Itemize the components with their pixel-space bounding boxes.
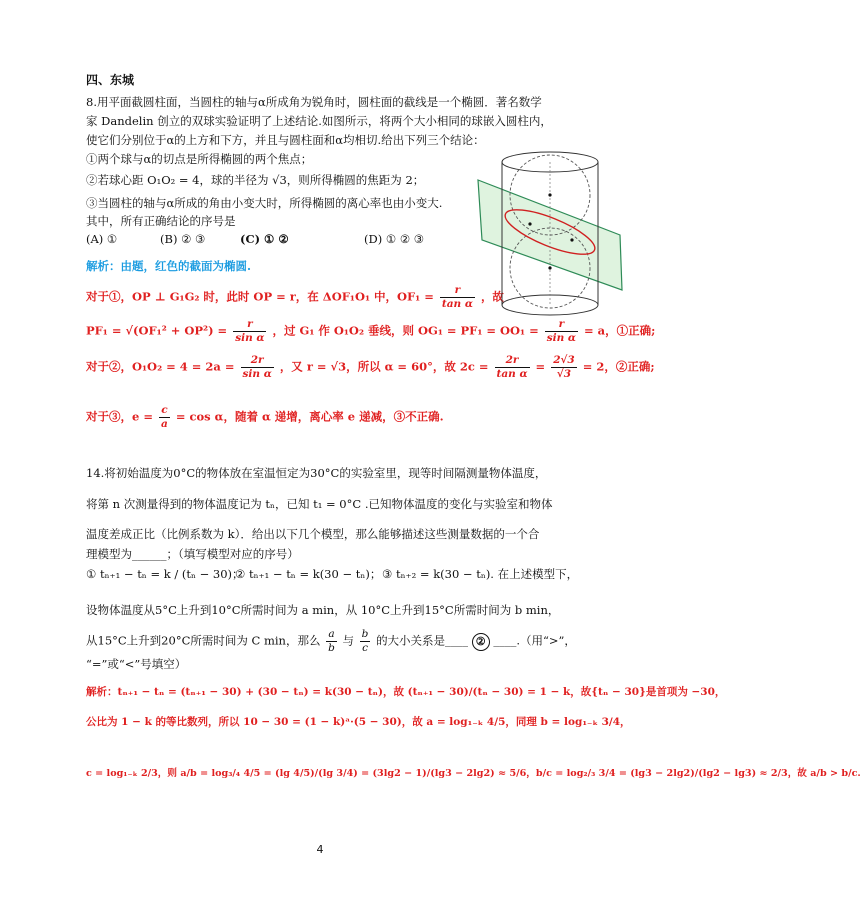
q14-answer-mark: ② [472,633,490,651]
q14-stem-line-7: “=”或“<”号填空） [86,657,187,671]
q8-conclusion-3: ③当圆柱的轴与α所成的角由小变大时，所得椭圆的离心率也由小变大. [86,196,443,210]
dandelin-spheres-figure [470,140,630,325]
q8-option-a: (A) ① [86,232,118,246]
q8-option-d: (D) ① ② ③ [364,232,425,246]
focus-f1-point [528,222,531,225]
q8-conclusion-2: ②若球心距 O₁O₂ = 4，球的半径为 √3，则所得椭圆的焦距为 2； [86,173,425,187]
fraction-denominator: sin α [235,332,265,344]
q8-sol3-fraction-2 [495,354,530,381]
q8-sol3-fraction-3 [551,354,577,381]
q14-stem-line-6 [86,628,576,655]
fraction-denominator: sin α [546,332,577,344]
q8-analysis-intro: 解析：由题，红色的截面为椭圆. [86,259,252,273]
fraction-numerator: r [440,284,475,298]
q8-stem-line-3: 使它们分别位于α的上方和下方，并且与圆柱面和α均相切.给出下列三个结论： [86,133,485,147]
q8-sol2-text-b: ，过 G₁ 作 O₁O₂ 垂线，则 OG₁ = PF₁ = OO₁ = [272,323,539,338]
fraction-denominator: √3 [556,368,572,380]
q8-sol2-text-c: = a，①正确; [584,323,656,338]
fraction-numerator: r [545,318,578,332]
section-title: 四、东城 [86,73,135,87]
q14-stem-line-5: 设物体温度从5°C上升到10°C所需时间为 a min，从 10°C上升到15°C所需时间为 b min， [86,603,560,617]
q14-stem-line-2: 将第 n 次测量得到的物体温度记为 tₙ，已知 t₁ = 0°C .已知物体温度的变化与实验室和物体 [86,497,553,511]
q14-b-over-c: $\frac{b}{c}$ [361,628,369,654]
q8-sol4-text-b: = cos α，随着 α 递增，离心率 e 递减，③不正确. [175,409,444,424]
page-number: 4 [316,843,324,856]
q8-sol2-fraction [233,318,266,345]
q14-model-2: ② tₙ₊₁ − tₙ = k(30 − tₙ)； [235,567,382,581]
q14-a-over-b: $\frac{a}{b}$ [328,628,335,654]
q8-sol3-text-a: 对于②，O₁O₂ = 4 = 2a = [86,359,235,374]
fraction-denominator: sin α [242,368,272,380]
center-o2-point [548,266,551,269]
fraction-numerator: r [233,318,266,332]
q14-stem-line-6b: 的大小关系是____ [376,633,469,648]
fraction-numerator: 2√3 [553,354,575,366]
fraction-numerator: c [159,404,170,418]
q14-solution-line-2: 公比为 1 − k 的等比数列，所以 10 − 30 = (1 − k)ᵃ·(5 − 30)，故 a = log₁₋ₖ 4/5，同理 b = log₁₋ₖ 3/4， [86,716,631,728]
q8-solution-line-1 [86,284,504,311]
q8-sol1-text-a: 对于①，OP ⊥ G₁G₂ 时，此时 OP = r，在 ΔOF₁O₁ 中，OF₁ = [86,289,434,304]
q14-solution-line-3: c = log₁₋ₖ 2/3，则 a/b = log₃/₄ 4/5 = (lg 4/5)/(lg 3/4) = (3lg2 − 1)/(lg3 − 2lg2) ≈ 5/6，b/c = log₂/₃ 3/4 = (lg3 − 2lg2)/(lg2 − lg3) ≈ 2/3，故 a/b > b/c. [86,768,861,779]
q14-stem-line-6a: 从15°C上升到20°C所需时间为 C min，那么 [86,633,321,648]
q14-stem-line-4: 理模型为______；（填写模型对应的序号） [86,547,299,561]
q14-stem-line-6c: ____.（用“>”， [493,633,576,648]
fraction-numerator: 2r [241,354,274,368]
q8-sol1-text-b: ，故 [480,289,504,304]
q8-solution-line-3 [86,354,655,381]
q8-sol3-text-c: = [535,359,546,374]
q8-sol3-fraction-1 [241,354,274,381]
q8-solution-line-4 [86,404,444,431]
q8-sol4-text-a: 对于③，e = [86,409,153,424]
fraction-numerator: 2r [495,354,530,368]
q14-model-3: ③ tₙ₊₂ = k(30 − tₙ). 在上述模型下， [382,567,579,581]
q14-model-1: ① tₙ₊₁ − tₙ = k / (tₙ − 30)； [86,567,244,581]
fraction-denominator: tan α [441,298,473,310]
fraction-denominator: tan α [496,368,528,380]
q8-sol3-text-b: ，又 r = √3，所以 α = 60°，故 2c = [279,359,489,374]
q8-sol4-fraction [159,404,170,431]
q14-stem-line-3: 温度差成正比（比例系数为 k）．给出以下几个模型，那么能够描述这些测量数据的一个合 [86,527,540,541]
q8-option-b: (B) ② ③ [160,232,206,246]
q14-yu: 与 [342,633,355,648]
q8-sol3-text-d: = 2，②正确; [582,359,655,374]
center-o1-point [548,193,551,196]
q8-conclusion-1: ①两个球与α的切点是所得椭圆的两个焦点； [86,152,313,166]
q8-stem-line-2: 家 Dandelin 创立的双球实验证明了上述结论.如图所示，将两个大小相同的球嵌入圆柱内， [86,114,552,128]
fraction-denominator: a [160,418,168,430]
focus-f2-point [570,238,573,241]
q8-question: 其中，所有正确结论的序号是 [86,214,236,228]
q8-option-c: (C) ① ② [240,232,289,246]
q14-stem-line-1: 14.将初始温度为0°C的物体放在室温恒定为30°C的实验室里，现等时间隔测量物体温度， [86,466,547,480]
q14-solution-line-1: 解析：tₙ₊₁ − tₙ = (tₙ₊₁ − 30) + (30 − tₙ) = k(30 − tₙ)，故 (tₙ₊₁ − 30)/(tₙ − 30) = 1 − k，故{tₙ − 30}是首项为 −30， [86,686,726,698]
q8-stem-line-1: 8.用平面截圆柱面，当圆柱的轴与α所成角为锐角时，圆柱面的截线是一个椭圆．著名数学 [86,95,542,109]
q8-sol2-text-a: PF₁ = √(OF₁² + OP²) = [86,323,228,338]
